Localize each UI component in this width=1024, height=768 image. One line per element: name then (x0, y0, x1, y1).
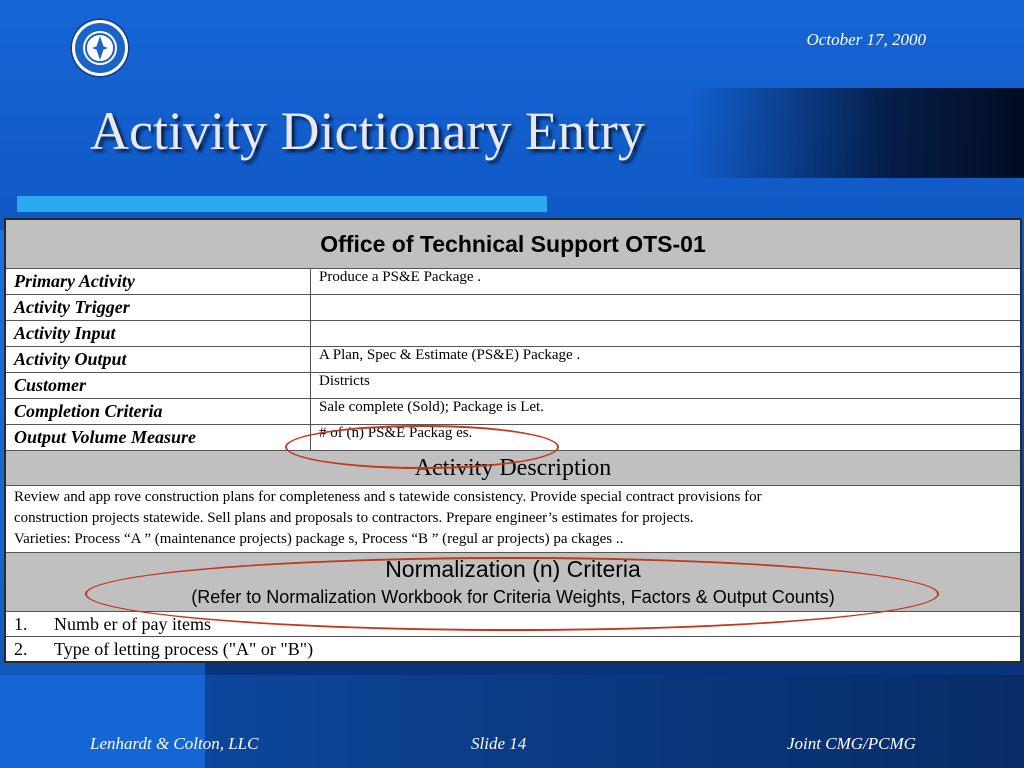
title-accent-bar (17, 196, 547, 212)
footer-band-left (0, 675, 205, 768)
title-shadow-band (690, 88, 1024, 178)
description-line: Varieties: Process “A ” (maintenance projects) package s, Process “B ” (regul ar projects) pa ckages .. (14, 531, 624, 547)
row-label: Primary Activity (5, 269, 311, 295)
row-value: # of (n) PS&E Packag es. (311, 425, 1022, 451)
footer-left: Lenhardt & Colton, LLC (90, 734, 259, 753)
normalization-title: Normalization (n) Criteria (385, 556, 641, 582)
row-value: A Plan, Spec & Estimate (PS&E) Package . (311, 347, 1022, 373)
item-text: Type of letting process ("A" or "B") (54, 638, 314, 659)
row-label: Completion Criteria (5, 399, 311, 425)
table-row (5, 373, 1021, 399)
table-row (5, 399, 1021, 425)
row-value: Districts (311, 373, 1022, 399)
row-value (311, 321, 1022, 347)
row-label: Activity Input (5, 321, 311, 347)
row-label: Activity Output (5, 347, 311, 373)
description-header: Activity Description (5, 451, 1021, 486)
row-label: Activity Trigger (5, 295, 311, 321)
table-row (5, 269, 1021, 295)
highlight-oval-normalization (85, 557, 939, 631)
table-header: Office of Technical Support OTS-01 (5, 219, 1021, 269)
list-item (5, 637, 1021, 663)
item-text: Numb er of pay items (54, 613, 211, 634)
item-number: 1. (14, 613, 28, 634)
description-line: Review and app rove construction plans for completeness and s tatewide consistency. Provide special contract provisions for (14, 489, 762, 505)
row-value: Produce a PS&E Package . (311, 269, 1022, 295)
mndot-logo-icon (70, 18, 130, 78)
row-label: Customer (5, 373, 311, 399)
slide-title: Activity Dictionary Entry (90, 101, 645, 161)
footer-right: Joint CMG/PCMG (787, 734, 916, 753)
slide-date: October 17, 2000 (806, 30, 926, 49)
row-value (311, 295, 1022, 321)
footer-center: Slide 14 (471, 734, 527, 753)
table-row (5, 347, 1021, 373)
row-label: Output Volume Measure (5, 425, 311, 451)
highlight-oval-output-volume (285, 425, 559, 469)
description-body (5, 486, 1021, 553)
item-number: 2. (14, 638, 28, 659)
table-row (5, 295, 1021, 321)
description-line: construction projects statewide. Sell plans and proposals to contractors. Prepare engineer’s estimates for projects. (14, 510, 694, 526)
normalization-subtitle: (Refer to Normalization Workbook for Criteria Weights, Factors & Output Counts) (191, 587, 835, 607)
row-value: Sale complete (Sold); Package is Let. (311, 399, 1022, 425)
table-row (5, 321, 1021, 347)
